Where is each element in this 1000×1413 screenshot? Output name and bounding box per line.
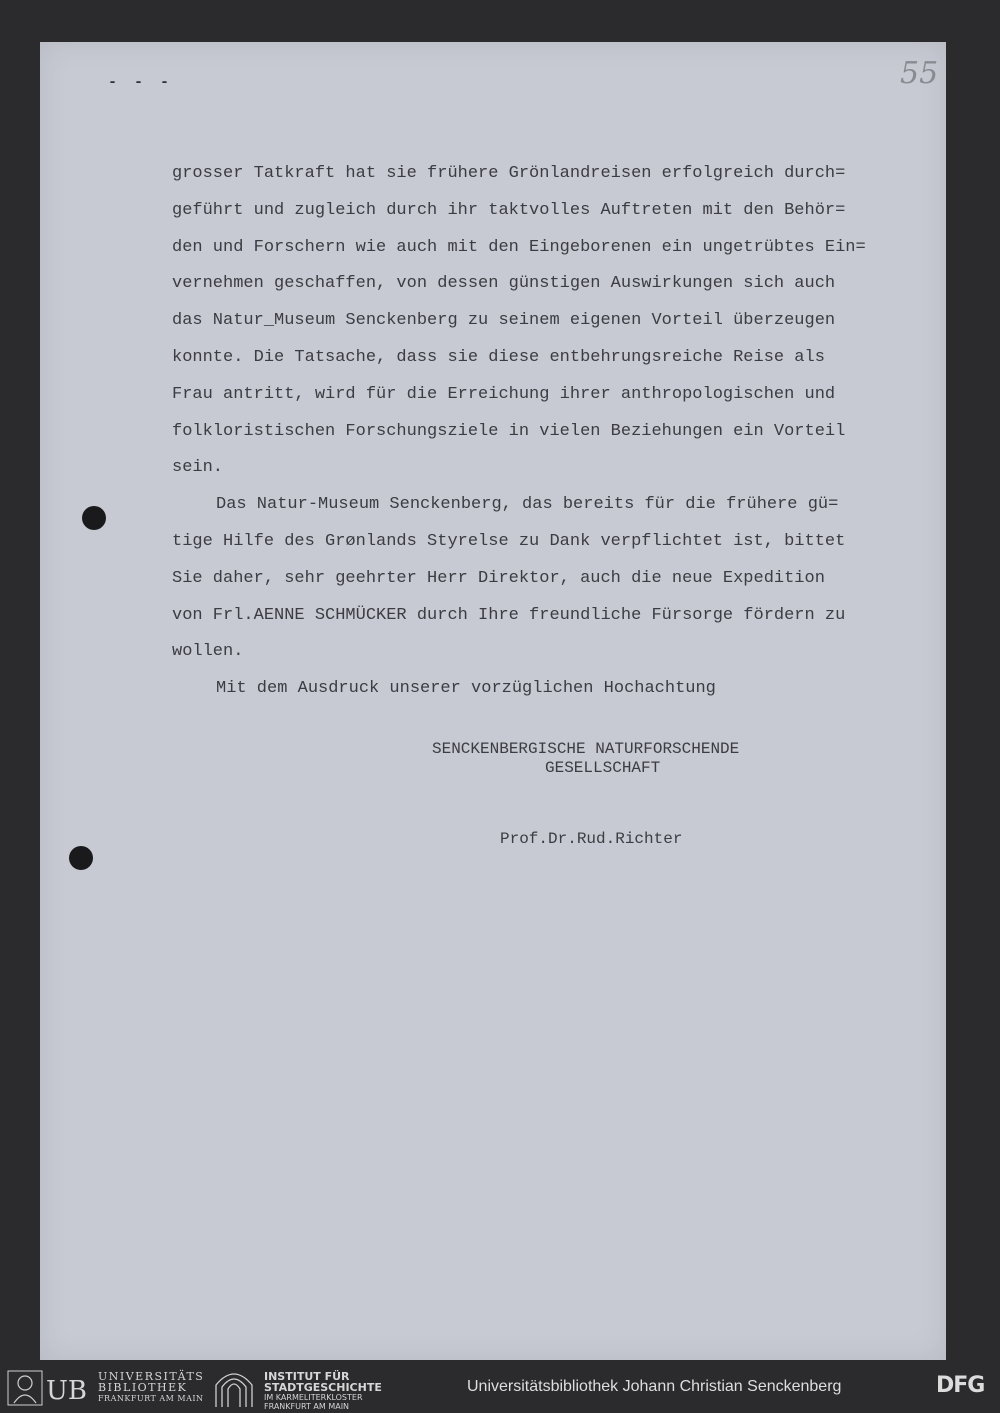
body-line: sein. bbox=[172, 458, 224, 478]
ub-line2: BIBLIOTHEK bbox=[98, 1381, 188, 1394]
inst-line4: FRANKFURT AM MAIN bbox=[264, 1402, 350, 1411]
body-line: vernehmen geschaffen, von dessen günstigen Auswirkungen sich auch bbox=[172, 274, 836, 294]
library-name: Universitätsbibliothek Johann Christian Senckenberg bbox=[467, 1378, 842, 1395]
letter-body bbox=[172, 156, 932, 708]
institute-text bbox=[264, 1371, 382, 1411]
ub-logo-icon bbox=[6, 1369, 94, 1407]
signature-org-line2: GESELLSCHAFT bbox=[545, 759, 661, 777]
body-line: den und Forschern wie auch mit den Eingeborenen ein ungetrübtes Ein= bbox=[172, 237, 866, 257]
inst-line3: IM KARMELITERKLOSTER bbox=[264, 1393, 363, 1402]
body-line: geführt und zugleich durch ihr taktvolles Auftreten mit den Behör= bbox=[172, 200, 846, 220]
page-number: 55 bbox=[900, 56, 939, 91]
institute-logo-icon bbox=[212, 1369, 256, 1409]
body-line: Sie daher, sehr geehrter Herr Direktor, auch die neue Expedition bbox=[172, 568, 825, 588]
document-page bbox=[40, 42, 946, 1360]
body-line: wollen. bbox=[172, 642, 244, 662]
inst-line2: STADTGESCHICHTE bbox=[264, 1381, 382, 1394]
body-line: das Natur_Museum Senckenberg zu seinem eigenen Vorteil überzeugen bbox=[172, 311, 836, 331]
body-line: konnte. Die Tatsache, dass sie diese entbehrungsreiche Reise als bbox=[172, 347, 825, 367]
inst-line1: INSTITUT FÜR bbox=[264, 1370, 350, 1383]
ub-line3: FRANKFURT AM MAIN bbox=[98, 1394, 204, 1403]
body-line: von Frl.AENNE SCHMÜCKER durch Ihre freundliche Fürsorge fördern zu bbox=[172, 605, 846, 625]
punch-hole bbox=[82, 506, 106, 530]
body-line: Frau antritt, wird für die Erreichung ihrer anthropologischen und bbox=[172, 384, 836, 404]
ub-text bbox=[98, 1371, 204, 1404]
body-line: tige Hilfe des Grønlands Styrelse zu Dank verpflichtet ist, bittet bbox=[172, 531, 846, 551]
closing-line: Mit dem Ausdruck unserer vorzüglichen Hochachtung bbox=[216, 679, 716, 699]
body-line: Das Natur-Museum Senckenberg, das bereits für die frühere gü= bbox=[216, 495, 839, 515]
dfg-logo: DFG bbox=[936, 1373, 985, 1398]
punch-hole bbox=[69, 846, 93, 870]
body-line: folkloristischen Forschungsziele in vielen Beziehungen ein Vorteil bbox=[172, 421, 846, 441]
signature-name: Prof.Dr.Rud.Richter bbox=[500, 830, 683, 848]
body-line: grosser Tatkraft hat sie frühere Grönlandreisen erfolgreich durch= bbox=[172, 164, 846, 183]
ub-line1: UNIVERSITÄTS bbox=[98, 1370, 205, 1383]
footer-bar bbox=[0, 1363, 1000, 1413]
continuation-mark: - - - bbox=[108, 74, 174, 91]
svg-text:UB: UB bbox=[46, 1376, 88, 1406]
signature-org-line1: SENCKENBERGISCHE NATURFORSCHENDE bbox=[432, 740, 740, 758]
